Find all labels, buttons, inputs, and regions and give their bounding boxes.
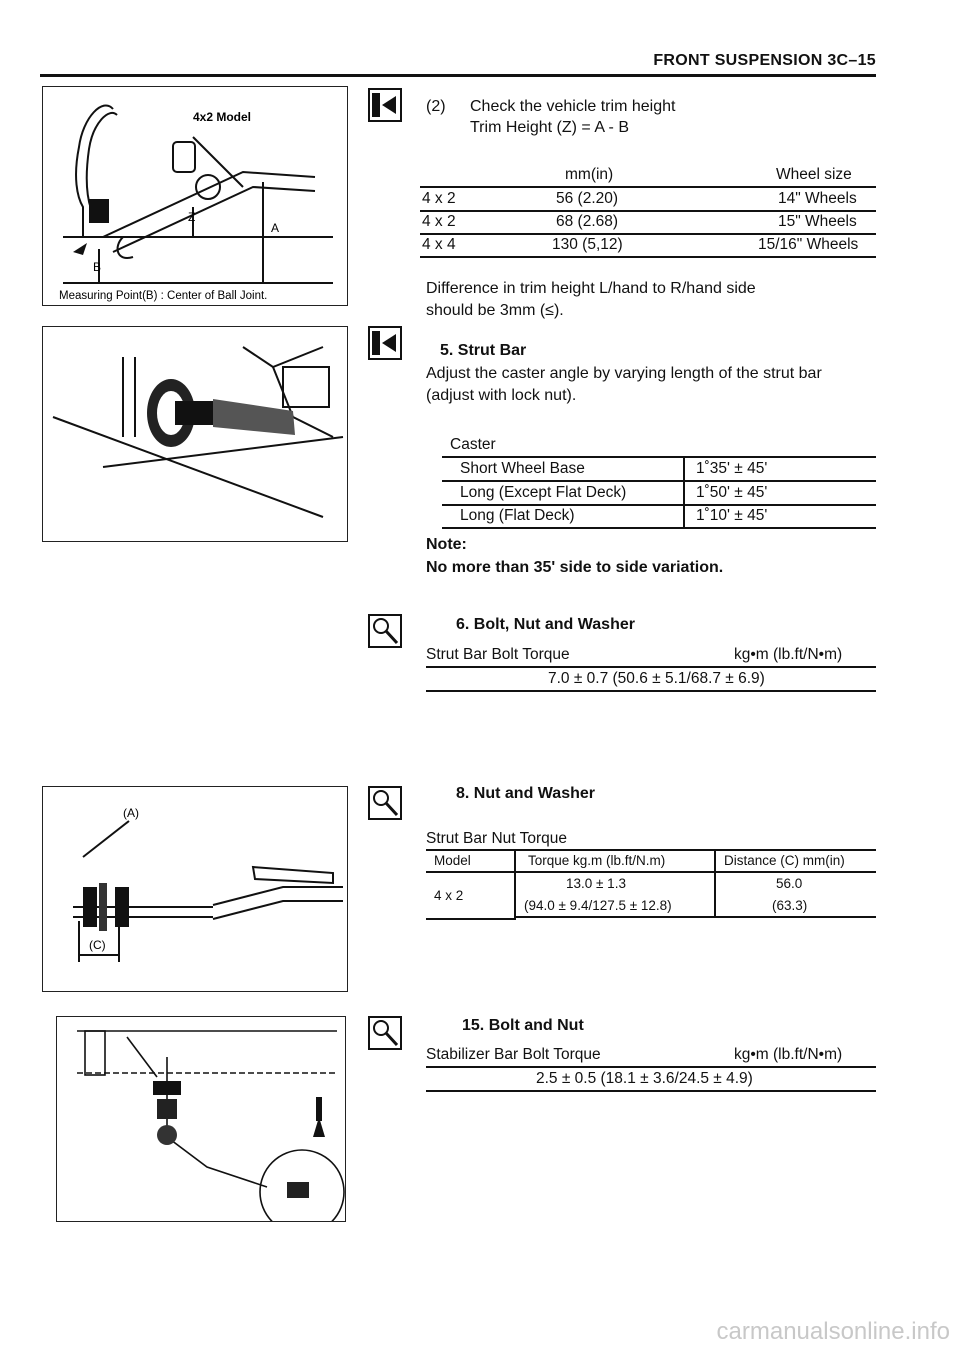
strut-bolt-torque-unit: kg•m (lb.ft/N•m) bbox=[734, 646, 843, 663]
trim-row-3-model: 4 x 4 bbox=[422, 236, 456, 253]
trim-row-3-value: 130 (5,12) bbox=[552, 236, 623, 253]
stabilizer-torque-unit: kg•m (lb.ft/N•m) bbox=[734, 1046, 843, 1063]
strut-bolt-torque-value: 7.0 ± 0.7 (50.6 ± 5.1/68.7 ± 6.9) bbox=[548, 670, 765, 687]
figure-strut-bar bbox=[42, 326, 348, 542]
stabilizer-torque-label: Stabilizer Bar Bolt Torque bbox=[426, 1046, 601, 1063]
strut-line-2: (adjust with lock nut). bbox=[426, 387, 577, 404]
trim-height-diagram bbox=[43, 87, 347, 305]
caster-title: Caster bbox=[450, 436, 496, 453]
nut-row-distance-1: 56.0 bbox=[776, 876, 803, 891]
caster-row-1-label: Short Wheel Base bbox=[460, 460, 585, 477]
trim-row-1-value: 56 (2.20) bbox=[556, 190, 619, 207]
trim-row-2-wheel: 15" Wheels bbox=[778, 213, 857, 230]
trim-header-mm: mm(in) bbox=[565, 166, 614, 183]
caster-row-1-value: 1˚35' ± 45' bbox=[696, 460, 768, 477]
strut-line-1: Adjust the caster angle by varying length of the strut bar bbox=[426, 365, 822, 382]
caster-row-3-label: Long (Flat Deck) bbox=[460, 507, 575, 524]
label-z: Z bbox=[188, 210, 196, 224]
label-a-paren: (A) bbox=[123, 806, 139, 820]
label-a: A bbox=[271, 221, 280, 235]
nut-washer-diagram bbox=[43, 787, 347, 991]
stabilizer-bar-diagram bbox=[57, 1017, 345, 1221]
trim-step-number: (2) bbox=[426, 98, 446, 115]
trim-row-2-value: 68 (2.68) bbox=[556, 213, 619, 230]
stabilizer-torque-value: 2.5 ± 0.5 (18.1 ± 3.6/24.5 ± 4.9) bbox=[536, 1070, 753, 1087]
trim-row-3-wheel: 15/16" Wheels bbox=[758, 236, 859, 253]
nut-header-torque: Torque kg.m (lb.ft/N.m) bbox=[528, 853, 666, 868]
nut-header-model: Model bbox=[434, 853, 471, 868]
caster-row-2-value: 1˚50' ± 45' bbox=[696, 484, 768, 501]
trim-line-2: Trim Height (Z) = A - B bbox=[470, 119, 629, 136]
figure-nut-washer bbox=[42, 786, 348, 992]
trim-row-1-model: 4 x 2 bbox=[422, 190, 456, 207]
trim-line-1: Check the vehicle trim height bbox=[470, 98, 676, 115]
caster-row-2-label: Long (Except Flat Deck) bbox=[460, 484, 627, 501]
bolt-nut-heading: 15. Bolt and Nut bbox=[462, 1017, 584, 1034]
nut-header-distance: Distance (C) mm(in) bbox=[724, 853, 845, 868]
trim-diff-line-2: should be 3mm (≤). bbox=[426, 302, 564, 319]
label-b: B bbox=[93, 260, 102, 274]
nut-row-torque-2: (94.0 ± 9.4/127.5 ± 12.8) bbox=[524, 898, 672, 913]
nut-row-model: 4 x 2 bbox=[434, 888, 464, 903]
adjust-icon bbox=[368, 88, 402, 122]
model-label: 4x2 Model bbox=[193, 110, 252, 124]
figure-trim-height bbox=[42, 86, 348, 306]
watermark: carmanualsonline.info bbox=[716, 1318, 950, 1345]
figure-stabilizer-bar bbox=[56, 1016, 346, 1222]
strut-heading: 5. Strut Bar bbox=[440, 342, 527, 359]
nut-row-torque-1: 13.0 ± 1.3 bbox=[566, 876, 626, 891]
label-c-paren: (C) bbox=[89, 938, 106, 952]
trim-row-2-model: 4 x 2 bbox=[422, 213, 456, 230]
adjust-icon bbox=[368, 326, 402, 360]
page-title: FRONT SUSPENSION 3C–15 bbox=[653, 52, 876, 69]
caster-row-3-value: 1˚10' ± 45' bbox=[696, 507, 768, 524]
header-rule bbox=[40, 74, 876, 77]
strut-bar-diagram bbox=[43, 327, 347, 541]
strut-bolt-torque-label: Strut Bar Bolt Torque bbox=[426, 646, 570, 663]
nut-washer-heading: 8. Nut and Washer bbox=[456, 785, 595, 802]
trim-row-1-wheel: 14" Wheels bbox=[778, 190, 857, 207]
torque-wrench-icon bbox=[368, 614, 402, 648]
figure-caption: Measuring Point(B) : Center of Ball Joint. bbox=[59, 290, 268, 302]
note-text: No more than 35' side to side variation. bbox=[426, 559, 724, 576]
torque-wrench-icon bbox=[368, 1016, 402, 1050]
torque-wrench-icon bbox=[368, 786, 402, 820]
note-label: Note: bbox=[426, 536, 467, 553]
bolt-nut-washer-heading: 6. Bolt, Nut and Washer bbox=[456, 616, 635, 633]
trim-diff-line-1: Difference in trim height L/hand to R/hand side bbox=[426, 280, 756, 297]
trim-header-wheel: Wheel size bbox=[776, 166, 852, 183]
nut-row-distance-2: (63.3) bbox=[772, 898, 808, 913]
strut-nut-torque-label: Strut Bar Nut Torque bbox=[426, 830, 568, 847]
